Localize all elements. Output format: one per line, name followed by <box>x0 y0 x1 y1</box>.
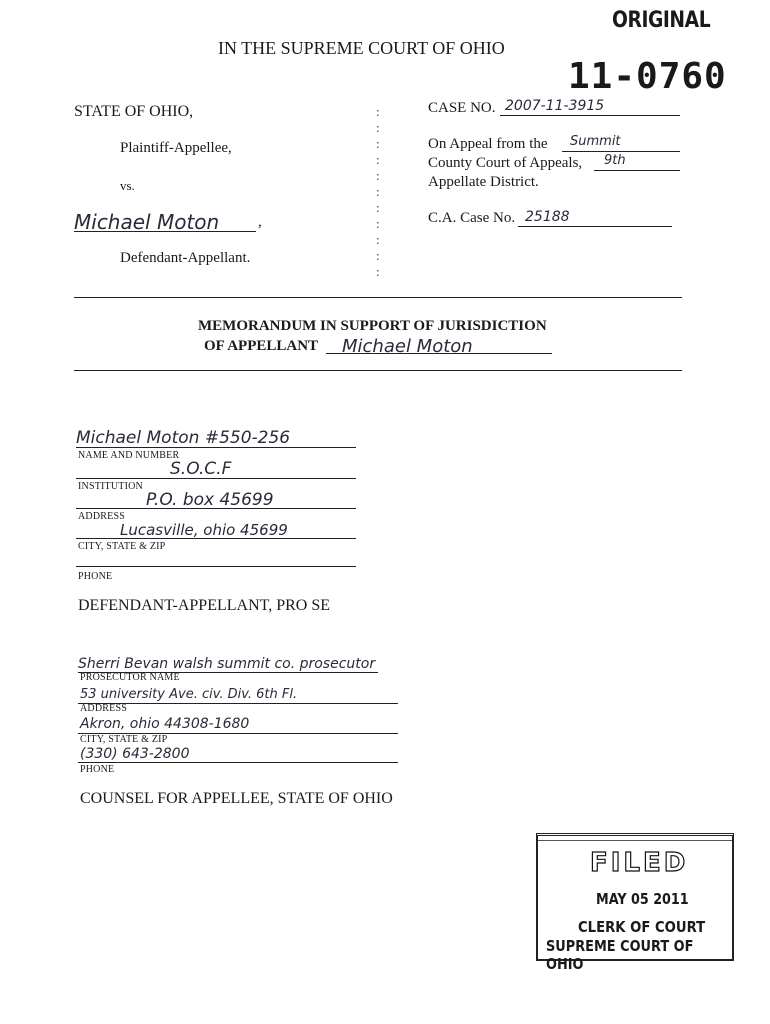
filed-word: FILED <box>590 848 689 878</box>
defendant-name-line <box>74 231 256 232</box>
prosecutor-address-value: 53 university Ave. civ. Div. 6th Fl. <box>80 687 298 702</box>
case-no-value: 2007-11-3915 <box>505 98 605 114</box>
supreme-court-of-ohio-stamp: SUPREME COURT OF OHIO <box>546 937 694 973</box>
prosecutor-name-value: Sherri Bevan walsh summit co. prosecutor <box>78 656 376 672</box>
caption-separator-bottom <box>74 370 682 371</box>
ca-case-value: 25188 <box>525 209 570 225</box>
institution-line <box>76 478 356 479</box>
case-number-stamp: 11-0760 <box>568 56 727 97</box>
prosecutor-address-label: ADDRESS <box>80 703 127 714</box>
defendant-name-handwritten: Michael Moton <box>74 210 220 234</box>
appellate-district: Appellate District. <box>428 174 539 190</box>
memorandum-title-line2: OF APPELLANT <box>204 338 319 354</box>
institution-value: S.O.C.F <box>170 459 232 479</box>
county-court-label: County Court of Appeals, <box>428 155 583 171</box>
ca-case-line <box>518 226 672 227</box>
defendant-phone-line <box>76 566 356 567</box>
filed-stamp <box>536 833 734 973</box>
appeal-from-label: On Appeal from the <box>428 136 548 152</box>
clerk-of-court: CLERK OF COURT <box>578 918 706 936</box>
ca-case-label: C.A. Case No. <box>428 210 516 226</box>
prosecutor-city-value: Akron, ohio 44308-1680 <box>80 716 250 732</box>
appeal-from-value: Summit <box>570 134 621 149</box>
prosecutor-name-label: PROSECUTOR NAME <box>80 672 180 683</box>
original-stamp: ORIGINAL <box>612 8 711 33</box>
defendant-role: Defendant-Appellant. <box>120 250 251 266</box>
prosecutor-phone-line <box>78 762 398 763</box>
versus: vs. <box>120 178 135 193</box>
case-no-label: CASE NO. <box>428 100 496 116</box>
prosecutor-phone-value: (330) 643-2800 <box>80 746 190 762</box>
memorandum-appellant-name: Michael Moton <box>342 336 473 357</box>
caption-separator-top <box>74 297 682 298</box>
name-number-line <box>76 447 356 448</box>
defendant-name-number-value: Michael Moton #550-256 <box>76 428 291 448</box>
counsel-for-appellee: COUNSEL FOR APPELLEE, STATE OF OHIO <box>80 790 393 807</box>
memorandum-name-line <box>326 353 552 354</box>
district-value: 9th <box>604 153 626 168</box>
plaintiff-role: Plaintiff-Appellee, <box>120 140 232 156</box>
name-number-label: NAME AND NUMBER <box>78 450 180 461</box>
prosecutor-phone-label: PHONE <box>80 764 115 775</box>
state-of-ohio: STATE OF OHIO, <box>74 103 194 120</box>
defendant-comma: , <box>258 214 262 230</box>
memorandum-title-line1: MEMORANDUM IN SUPPORT OF JURISDICTION <box>198 318 547 334</box>
filed-date: MAY 05 2011 <box>596 890 689 908</box>
appeal-from-line <box>562 151 680 152</box>
defendant-phone-label: PHONE <box>78 571 113 582</box>
defendant-city-line <box>76 538 356 539</box>
defendant-appellant-pro-se: DEFENDANT-APPELLANT, PRO SE <box>78 597 331 614</box>
prosecutor-city-label: CITY, STATE & ZIP <box>80 734 168 745</box>
court-title: IN THE SUPREME COURT OF OHIO <box>218 38 505 58</box>
caption-colon-column: : : : : : : : : : : : <box>376 104 380 279</box>
defendant-address-label: ADDRESS <box>78 511 125 522</box>
filed-stamp-inner-top <box>538 840 732 841</box>
defendant-city-value: Lucasville, ohio 45699 <box>120 521 288 539</box>
case-no-line <box>500 115 680 116</box>
institution-label: INSTITUTION <box>78 481 143 492</box>
defendant-address-line <box>76 508 356 509</box>
defendant-address-value: P.O. box 45699 <box>146 490 274 510</box>
district-line <box>594 170 680 171</box>
defendant-city-label: CITY, STATE & ZIP <box>78 541 166 552</box>
